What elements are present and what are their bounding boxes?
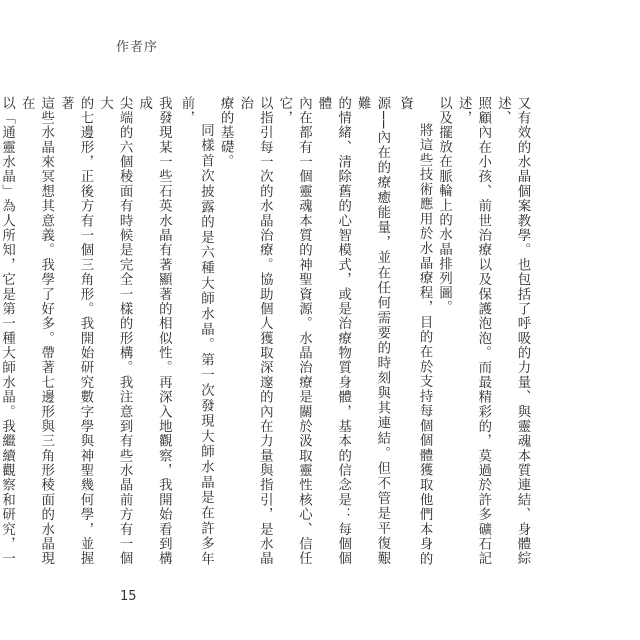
section-title: 作者序 — [116, 40, 159, 55]
text-line: 以指引每一次的水晶治療。協助個人獲取深邃的內在力量與指引，是水晶治 — [237, 96, 273, 566]
text-line: 以及擺放在脈輪上的水晶排列圖。 — [436, 96, 452, 315]
text-line: 照顧內在小孩、前世治療以及保護泡泡。而最精彩的，莫過於許多礦石記述， — [456, 96, 491, 566]
text-line: 療的基礎。 — [218, 96, 234, 169]
text-line: 同樣首次披露的是六種大師水晶。第一次發現大師水晶是在許多年前， — [178, 96, 214, 566]
body-text — [0, 96, 532, 566]
text-line: 我發現某一些石英水晶有著顯著的相似性。再深入地觀察，我開始看到構成 — [136, 96, 172, 566]
text-line: 的七邊形，正後方有一個三角形。我開始研究數字學與神聖幾何學，並握著 — [58, 96, 93, 566]
text-line: 又有效的水晶個案教學。也包括了呼吸的力量、與靈魂本質連結、身體綜述、 — [495, 96, 530, 566]
text-line: 尖端的六個稜面有時候是完全一樣的形構。我注意到有些水晶前方有一個大 — [97, 96, 133, 566]
text-line: 的情緒、清除舊的心智模式，或是治療物質身體，基本的信念是：每個個體 — [316, 96, 351, 566]
text-line: 這些水晶來冥想其意義。我學了好多。帶著七邊形與三角形稜面的水晶現在 — [19, 96, 54, 566]
page-number: 15 — [120, 589, 137, 604]
text-line: 以「通靈水晶」為人所知，它是第一種大師水晶。我繼續觀察和研究，一 — [0, 96, 15, 566]
text-line: 源──內在的療癒能量，並在任何需要的時刻與其連結。但不管是平復艱難 — [355, 96, 390, 566]
text-line: 將這些技術應用於水晶療程，目的在於支持每個個體獲取他們本身的資 — [397, 96, 433, 566]
text-line: 內在都有一個靈魂本質的神聖資源。水晶治療是關於汲取靈性核心、信任它， — [276, 96, 312, 566]
